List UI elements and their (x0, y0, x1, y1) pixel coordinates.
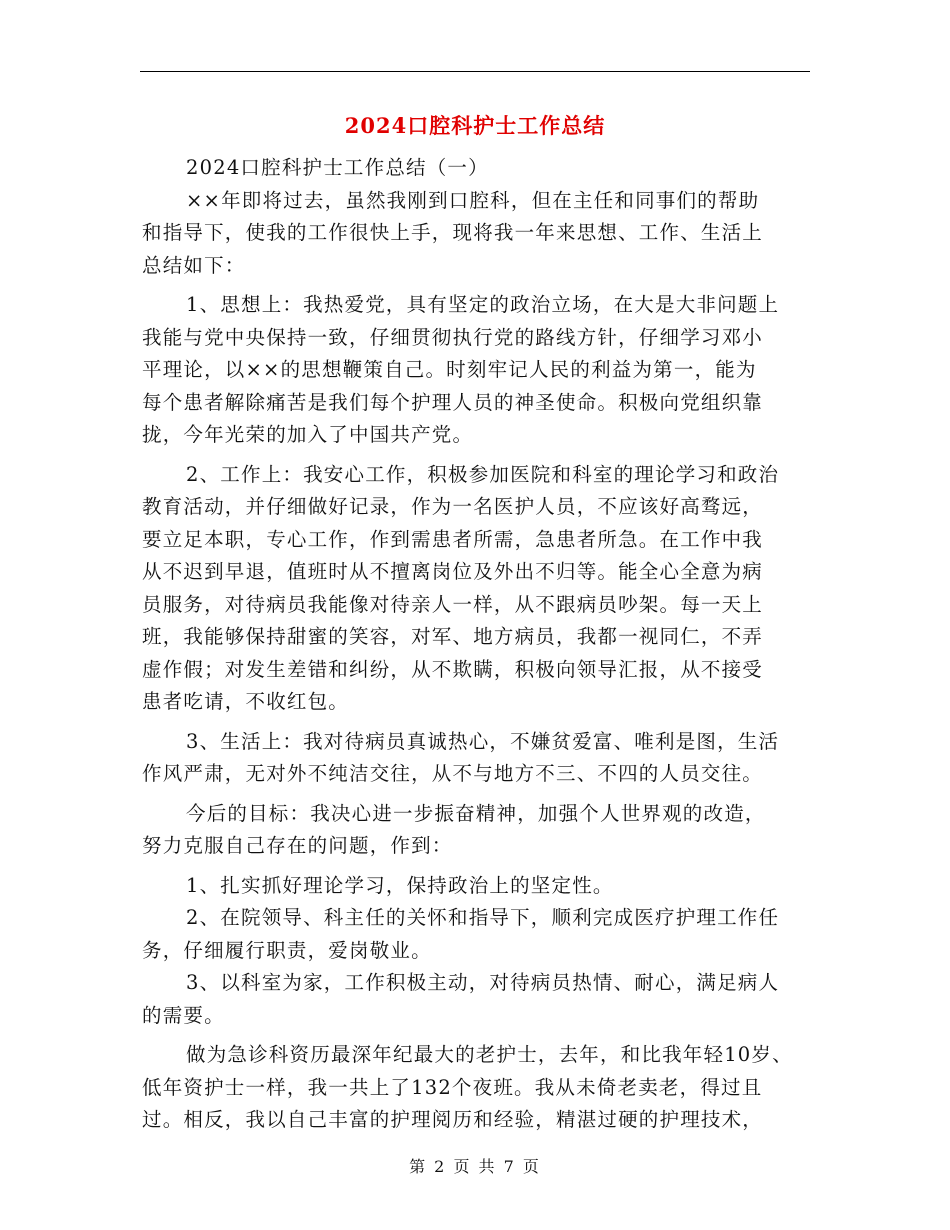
text-line: 总结如下： (142, 253, 246, 277)
page-footer: 第 2 页 共 7 页 (409, 1157, 541, 1176)
paragraph (142, 902, 810, 967)
text-line: 努力克服自己存在的问题，作到： (142, 834, 453, 857)
text-line: 作风严肃，无对外不纯洁交往，从不与地方不三、不四的人员交往。 (142, 762, 764, 785)
text-line: 虚作假；对发生差错和纠纷，从不欺瞒，积极向领导汇报，从不接受 (142, 657, 764, 681)
paragraph-gap (142, 282, 810, 289)
paragraph (142, 870, 810, 903)
text-line: 3、以科室为家，工作积极主动，对待病员热情、耐心，满足病人 (186, 971, 780, 994)
text-line: 务，仔细履行职责，爱岗敬业。 (142, 938, 432, 962)
paragraph-gap (142, 863, 810, 870)
paragraph-gap (142, 452, 810, 459)
text-line: 3、生活上：我对待病员真诚热心，不嫌贫爱富、唯利是图，生活 (186, 729, 780, 753)
text-line: 做为急诊科资历最深年纪最大的老护士，去年，和比我年轻10岁、 (186, 1043, 793, 1066)
paragraph (142, 726, 810, 791)
paragraph (142, 798, 810, 863)
text-line: 从不迟到早退，值班时从不擅离岗位及外出不归等。能全心全意为病 (142, 560, 764, 583)
text-line: 1、思想上：我热爱党，具有坚定的政治立场，在大是大非问题上 (186, 293, 780, 316)
paragraph (142, 967, 810, 1032)
text-line: 拢，今年光荣的加入了中国共产党。 (142, 423, 474, 446)
paragraph-gap (142, 1032, 810, 1039)
document-title: 2024口腔科护士工作总结 (344, 113, 606, 138)
paragraph (142, 459, 810, 719)
text-line: 1、扎实抓好理论学习，保持政治上的坚定性。 (186, 873, 614, 897)
text-line: 班，我能够保持甜蜜的笑容，对军、地方病员，我都一视同仁，不弄 (142, 625, 764, 648)
text-line: 和指导下，使我的工作很快上手，现将我一年来思想、工作、生活上 (142, 221, 764, 244)
text-line: 要立足本职，专心工作，作到需患者所需，急患者所急。在工作中我 (142, 527, 764, 551)
text-line: 2、在院领导、科主任的关怀和指导下，顺利完成医疗护理工作任 (186, 906, 780, 929)
text-line: 教育活动，并仔细做好记录，作为一名医护人员，不应该好高骛远， (142, 495, 764, 518)
text-line: 员服务，对待病员我能像对待亲人一样，从不跟病员吵架。每一天上 (142, 592, 764, 616)
text-line: 2、工作上：我安心工作，积极参加医院和科室的理论学习和政治 (186, 462, 780, 486)
paragraph (142, 1039, 810, 1137)
text-line: 今后的目标：我决心进一步振奋精神，加强个人世界观的改造， (186, 801, 766, 825)
text-line: 的需要。 (142, 1003, 225, 1027)
text-line: 过。相反，我以自己丰富的护理阅历和经验，精湛过硬的护理技术， (142, 1108, 764, 1131)
text-line: 患者吃请，不收红包。 (142, 690, 350, 713)
text-line: 我能与党中央保持一致，仔细贯彻执行党的路线方针，仔细学习邓小 (142, 325, 764, 349)
paragraph (142, 289, 810, 452)
paragraph-gap (142, 791, 810, 798)
text-line: 每个患者解除痛苦是我们每个护理人员的神圣使命。积极向党组织靠 (142, 390, 764, 414)
paragraph (142, 152, 810, 185)
paragraph-gap (142, 719, 810, 726)
text-line: 2024口腔科护士工作总结（一） (186, 156, 489, 179)
text-line: ××年即将过去，虽然我刚到口腔科，但在主任和同事们的帮助 (186, 188, 760, 212)
document-body (142, 152, 810, 1137)
header-rule (140, 71, 810, 72)
paragraph (142, 185, 810, 283)
text-line: 平理论，以××的思想鞭策自己。时刻牢记人民的利益为第一，能为 (142, 358, 757, 381)
text-line: 低年资护士一样，我一共上了132个夜班。我从未倚老卖老，得过且 (142, 1075, 763, 1099)
